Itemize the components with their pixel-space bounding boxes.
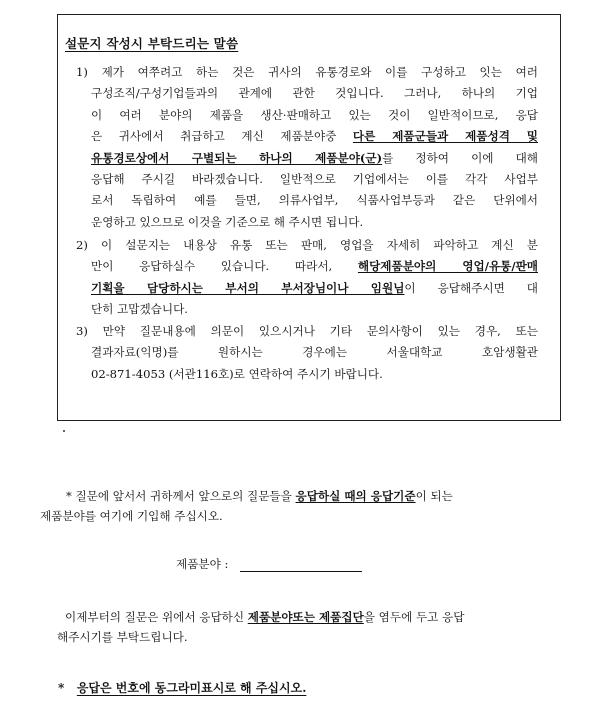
text-line: [76, 126, 538, 147]
emphasized-text: 응답하실 때의 응답기준: [295, 489, 416, 503]
text-line: [76, 169, 538, 190]
final-note-star: *: [58, 681, 65, 695]
text-segment: 제가 여쭈려고 하는 것은 귀사의 유통경로와 이를 구성하고 잇는 여러: [101, 65, 538, 79]
text-line: [76, 342, 538, 363]
text-segment: 응답해 주시길 바라겠습니다. 일반적으로 기업에서는 이를 각각 사업부: [91, 172, 538, 187]
text-segment: 를 정하여 이에 대해: [382, 150, 538, 165]
text-segment: 운영하고 있으므로 이것을 기준으로 해 주시면 됩니다.: [91, 214, 364, 229]
text-line: [76, 212, 538, 233]
text-segment: 이 되는: [415, 489, 453, 503]
text-segment: 이 여러 분야의 제품을 생산·판매하고 있는 것이 일반적이므로, 응답: [91, 107, 538, 122]
text-line: [76, 235, 538, 256]
text-line: [57, 627, 587, 647]
product-field-input[interactable]: [240, 559, 362, 572]
text-segment: 은 귀사에서 취급하고 계신 제품분야중: [91, 129, 353, 144]
notice-item-2: [76, 235, 538, 321]
text-line: [76, 148, 538, 169]
emphasized-text: 기획을 담당하시는 부서의 부서장님이나 임원님: [91, 280, 405, 295]
product-field-row: [176, 556, 362, 572]
product-field-label: 제품분야 :: [176, 557, 229, 571]
final-note: [58, 679, 306, 696]
notice-title: 설문지 작성시 부탁드리는 말씀: [65, 36, 239, 51]
emphasized-text: 다른 제품군들과 제품성격 및: [352, 129, 538, 144]
notice-item-3: [76, 321, 538, 385]
text-line: [40, 506, 591, 526]
stray-dot: [63, 430, 65, 432]
emphasized-text: 제품분야또는 제품집단: [247, 610, 364, 624]
text-line: [76, 321, 538, 342]
item-number: 3): [76, 324, 103, 338]
text-segment: 만약 질문내용에 의문이 있으시거나 기타 문의사항이 있는 경우, 또는: [102, 324, 538, 338]
text-line: [76, 190, 538, 211]
text-segment: 만이 응답하실수 있습니다. 따라서,: [91, 259, 358, 274]
text-line: [76, 299, 538, 320]
final-note-text: 응답은 번호에 동그라미표시로 해 주십시오.: [76, 681, 307, 695]
instruction-answer-basis: [57, 607, 587, 647]
text-line: [76, 83, 538, 104]
emphasized-text: 유통경로상에서 구별되는 하나의 제품분야(군): [91, 150, 383, 165]
text-segment: * 질문에 앞서서 귀하께서 앞으로의 질문들을: [66, 489, 296, 503]
text-segment: 이 설문지는 내용상 유통 또는 판매, 영업을 자세히 파악하고 계신 분: [101, 238, 538, 252]
emphasized-text: 해당제품분야의 영업/유통/판매: [357, 259, 538, 274]
notice-item-1: [76, 62, 538, 233]
text-segment: 이 응답해주시면 대: [404, 280, 538, 295]
item-number: 2): [76, 238, 101, 252]
item-number: 1): [76, 65, 102, 79]
text-line: [76, 105, 538, 126]
text-line: [76, 364, 538, 385]
text-segment: 이제부터의 질문은 위에서 응답하신: [65, 610, 248, 624]
text-line: [76, 62, 538, 83]
text-line: [66, 486, 591, 506]
text-line: [76, 278, 538, 299]
text-line: [76, 256, 538, 277]
text-segment: 결과자료(익명)를 원하시는 경우에는 서울대학교 호암생활관: [91, 345, 538, 360]
text-segment: 을 염두에 두고 응답: [363, 610, 465, 624]
text-segment: 구성조직/구성기업들과의 관계에 관한 것입니다. 그러나, 하나의 기업: [91, 86, 538, 101]
text-segment: 로서 독립하여 예를 들면, 의류사업부, 식품사업부등과 같은 단위에서: [91, 193, 538, 208]
text-segment: 단히 고맙겠습니다.: [91, 302, 188, 317]
text-segment: 제품분야를 여기에 기입해 주십시오.: [40, 509, 223, 523]
text-line: [65, 607, 587, 627]
instruction-product-field: [40, 486, 591, 526]
text-segment: 해주시기를 부탁드립니다.: [57, 630, 188, 644]
text-segment: 02-871-4053 (서관116호)로 연락하여 주시기 바랍니다.: [91, 366, 383, 381]
